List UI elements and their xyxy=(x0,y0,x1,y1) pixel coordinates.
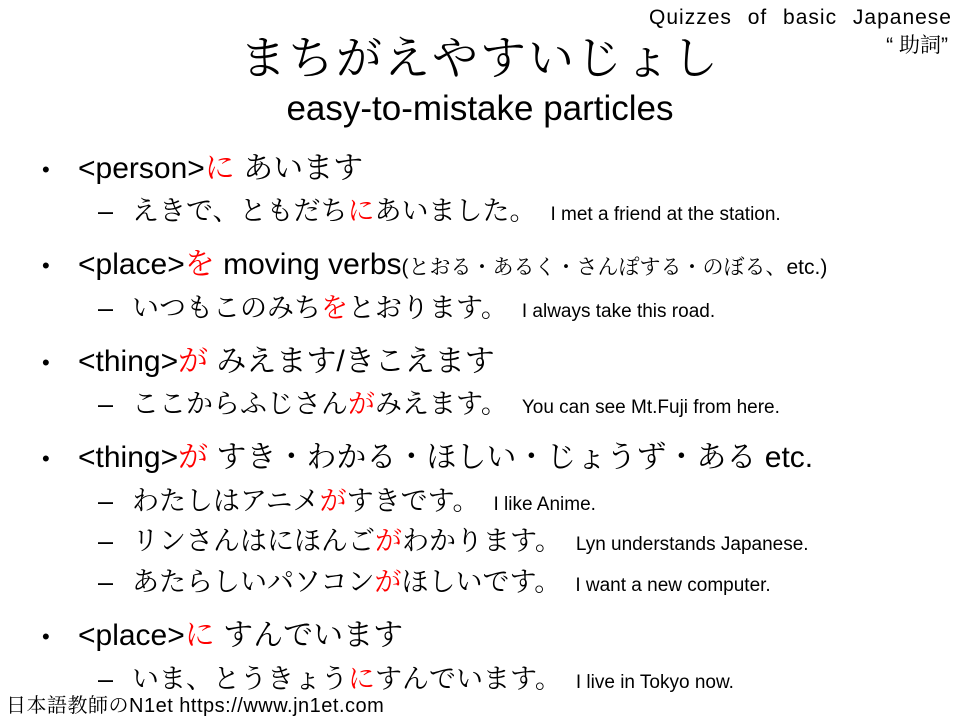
pattern-text xyxy=(78,437,813,480)
particle-highlight: が xyxy=(178,344,209,378)
example-translation: I live in Tokyo now. xyxy=(575,671,734,693)
bullet-dot-icon: • xyxy=(42,445,50,471)
dash-marker-icon: – xyxy=(98,485,114,516)
bullet-item-person-ni xyxy=(42,148,946,191)
example-jp: あいました。 xyxy=(374,196,537,227)
paren-note: (とおる・あるく・さんぽする・のぼる、etc.) xyxy=(401,256,828,280)
corner-header-line1: Quizzes of basic Japanese xyxy=(649,6,952,29)
pattern-text xyxy=(78,244,827,287)
dash-marker-icon: – xyxy=(98,663,114,694)
slide-subtitle: easy-to-mistake particles xyxy=(286,88,674,128)
example-translation: Lyn understands Japanese. xyxy=(575,534,809,556)
bullet-dot-icon: • xyxy=(42,623,50,649)
example-jp: とおります。 xyxy=(348,292,508,323)
example-text xyxy=(132,564,771,602)
example-jp: ここからふじさん xyxy=(132,389,348,420)
example-translation: I met a friend at the station. xyxy=(550,204,781,226)
bullet-item-place-ni xyxy=(42,615,946,658)
example-translation: I want a new computer. xyxy=(575,575,771,597)
example-jp: あたらしいパソコン xyxy=(132,567,375,598)
bullet-dot-icon: • xyxy=(42,349,50,375)
pattern-slot: <place> xyxy=(78,618,185,652)
bullet-item-place-wo xyxy=(42,244,946,287)
pattern-slot: <thing> xyxy=(78,440,179,474)
example-particle: に xyxy=(348,663,375,694)
particle-highlight: に xyxy=(204,151,235,185)
example-translation: You can see Mt.Fuji from here. xyxy=(521,397,780,419)
pattern-verb: みえます/きこえます xyxy=(208,344,495,378)
pattern-text xyxy=(78,341,495,384)
example-particle: に xyxy=(347,196,375,227)
pattern-verb: すんでいます xyxy=(214,618,404,652)
example-item xyxy=(42,523,946,561)
example-jp: わたしはアニメ xyxy=(132,485,320,516)
bullet-list xyxy=(0,129,960,699)
example-text xyxy=(132,386,780,424)
example-jp: みえます。 xyxy=(375,389,508,420)
example-jp: いま、とうきょう xyxy=(132,663,348,694)
particle-highlight: を xyxy=(184,248,215,282)
dash-marker-icon: – xyxy=(98,526,114,557)
example-text xyxy=(132,290,715,328)
example-jp: えきで、ともだち xyxy=(132,196,348,227)
example-text xyxy=(132,523,809,561)
example-jp: わかります。 xyxy=(402,526,562,557)
example-item xyxy=(42,564,946,602)
example-jp: ほしいです。 xyxy=(401,567,562,598)
dash-marker-icon: – xyxy=(98,196,114,227)
bullet-item-thing-ga-suki xyxy=(42,437,946,480)
particle-highlight: に xyxy=(184,618,215,652)
example-jp: リンさんはにほんご xyxy=(132,526,375,557)
example-item xyxy=(42,483,946,521)
pattern-slot: <person> xyxy=(78,151,205,185)
example-item xyxy=(42,386,946,424)
example-particle: が xyxy=(374,567,402,598)
example-item xyxy=(42,290,946,328)
example-text xyxy=(132,483,596,521)
example-particle: を xyxy=(321,292,348,323)
slide-title: まちがえやすいじょし xyxy=(240,32,720,84)
pattern-text xyxy=(78,148,363,191)
example-item xyxy=(42,193,946,231)
pattern-slot: <place> xyxy=(78,248,185,282)
corner-header-line2: “ 助詞” xyxy=(886,34,948,58)
example-translation: I always take this road. xyxy=(521,300,716,322)
dash-marker-icon: – xyxy=(98,389,114,420)
example-text xyxy=(132,193,781,231)
dash-marker-icon: – xyxy=(98,567,114,598)
example-particle: が xyxy=(375,526,402,557)
example-particle: が xyxy=(319,485,347,516)
bullet-dot-icon: • xyxy=(42,156,50,182)
corner-header xyxy=(649,5,952,58)
pattern-verb: すき・わかる・ほしい・じょうず・ある etc. xyxy=(208,440,814,474)
particle-highlight: が xyxy=(178,440,209,474)
dash-marker-icon: – xyxy=(98,292,114,323)
example-jp: すんでいます。 xyxy=(375,663,562,694)
pattern-verb: あいます xyxy=(234,151,364,185)
bullet-dot-icon: • xyxy=(42,253,50,279)
pattern-verb: moving verbs xyxy=(214,248,402,282)
bullet-item-thing-ga-mieru xyxy=(42,341,946,384)
example-translation: I like Anime. xyxy=(493,493,596,515)
example-jp: すきです。 xyxy=(346,485,480,516)
pattern-slot: <thing> xyxy=(78,344,179,378)
pattern-text xyxy=(78,615,403,658)
example-jp: いつもこのみち xyxy=(132,292,321,323)
example-particle: が xyxy=(348,389,375,420)
footer-credit: 日本語教師のN1et https://www.jn1et.com xyxy=(6,695,385,717)
